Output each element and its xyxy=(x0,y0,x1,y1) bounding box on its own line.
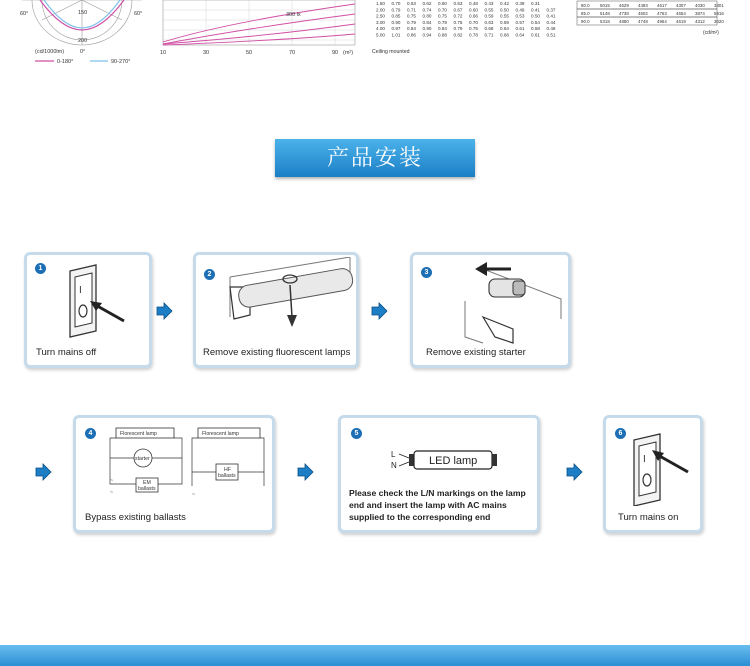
step-card-5 xyxy=(338,415,540,533)
table-cell: 0.71 xyxy=(484,32,494,38)
polar-r-200: 200 xyxy=(78,38,88,44)
table-cell: 0.80 xyxy=(422,13,432,19)
table-cell: 4880 xyxy=(619,19,629,24)
x-unit: (m²) xyxy=(343,50,354,56)
table-cell: 85.0 xyxy=(581,11,590,16)
table-cell: 0.51 xyxy=(546,32,556,38)
neutral-label: N xyxy=(391,461,397,470)
remove-lamp-illustration xyxy=(220,257,355,337)
table-cell: 0.72 xyxy=(453,13,463,19)
table-cell: 0.50 xyxy=(500,7,509,13)
table-cell: 0.75 xyxy=(469,26,478,32)
step-card-3 xyxy=(410,252,571,368)
table-cell: 5148 xyxy=(600,11,610,16)
table-cell: 0.63 xyxy=(484,19,494,25)
table-cell: 0.75 xyxy=(438,13,447,19)
table-cell: 80.0 xyxy=(581,3,590,8)
svg-text:~: ~ xyxy=(192,492,196,498)
step-number: 3 xyxy=(421,267,432,278)
table-cell: 0.49 xyxy=(515,7,525,13)
footer-bar xyxy=(0,645,750,666)
step-number: 5 xyxy=(351,428,362,439)
polar-legend-b: 90-270° xyxy=(111,59,131,65)
polar-unit: (cd/1000lm) xyxy=(35,49,65,55)
table-cell: 0.53 xyxy=(515,13,525,19)
step-caption: Turn mains off xyxy=(36,347,97,358)
table-cell: 4030 xyxy=(695,3,705,8)
utilization-table xyxy=(370,0,570,58)
table-cell: 0.74 xyxy=(422,7,432,13)
svg-text:~: ~ xyxy=(110,490,114,496)
starter-label: starter xyxy=(135,456,150,462)
table-cell: 0.84 xyxy=(407,26,416,32)
table-cell: 0.63 xyxy=(407,1,416,6)
table-cell: 0.84 xyxy=(438,26,447,32)
step-card-1 xyxy=(24,252,152,368)
step-number: 1 xyxy=(35,263,46,274)
table-cell: 0.31 xyxy=(531,1,540,6)
table-cell: 4312 xyxy=(695,19,705,24)
table-cell: 0.50 xyxy=(531,13,540,19)
step-card-2 xyxy=(193,252,359,368)
table-cell: 0.67 xyxy=(453,7,463,13)
table-cell: 0.58 xyxy=(531,26,540,32)
table-cell: 0.68 xyxy=(500,32,509,38)
step-card-6 xyxy=(603,415,703,533)
table-cell: 0.90 xyxy=(422,26,432,32)
table-cell: 0.70 xyxy=(391,1,401,6)
x-tick: 50 xyxy=(246,50,253,56)
polar-intensity-diagram xyxy=(2,0,152,68)
table-cell: 0.54 xyxy=(531,19,540,25)
table-cell: 2.00 xyxy=(376,7,385,13)
table-cell: 4748 xyxy=(638,19,648,24)
switch-off-illustration xyxy=(62,263,132,338)
table-cell: 0.64 xyxy=(515,32,525,38)
table-cell: 0.94 xyxy=(422,32,432,38)
flow-arrow-icon xyxy=(34,463,52,481)
table-cell: 5916 xyxy=(714,11,724,16)
table-cell: 0.75 xyxy=(407,13,416,19)
remove-starter-illustration xyxy=(453,259,565,344)
polar-angle-bottom: 0° xyxy=(80,49,86,55)
step-number: 6 xyxy=(615,428,626,439)
svg-text:I: I xyxy=(643,454,646,465)
flow-arrow-icon xyxy=(370,302,388,320)
x-tick: 10 xyxy=(160,50,167,56)
lamp-label-b: Florescent lamp xyxy=(202,431,239,437)
table-cell: 0.75 xyxy=(453,19,463,25)
table-cell: 0.48 xyxy=(469,1,478,6)
table-cell: 0.86 xyxy=(407,32,416,38)
table-cell: 0.97 xyxy=(391,26,401,32)
bypass-ballast-diagram xyxy=(98,426,268,506)
table-cell: 0.90 xyxy=(391,19,401,25)
table-cell: 1.01 xyxy=(391,32,401,38)
table-cell: 0.70 xyxy=(469,19,478,25)
table-unit: (cd/m²) xyxy=(703,30,719,36)
table-cell: 4554 xyxy=(676,11,686,16)
step-number: 2 xyxy=(204,269,215,280)
table-cell: 0.41 xyxy=(546,13,556,19)
table-cell: 90.0 xyxy=(581,19,590,24)
table-cell: 0.42 xyxy=(500,1,509,6)
table-cell: 0.85 xyxy=(391,13,401,19)
step-caption-line-2: end and insert the lamp with AC mains xyxy=(349,500,507,510)
table-cell: 3401 xyxy=(714,3,724,8)
x-tick: 70 xyxy=(289,50,296,56)
table-cell: 0.84 xyxy=(422,19,432,25)
step-card-4 xyxy=(73,415,275,533)
luminance-table xyxy=(575,0,725,38)
table-cell: 0.82 xyxy=(453,32,463,38)
table-cell: 0.88 xyxy=(438,32,447,38)
table-cell: 5318 xyxy=(600,19,610,24)
table-cell: 5015 xyxy=(600,3,610,8)
table-cell: 0.79 xyxy=(391,7,401,13)
table-cell: 0.43 xyxy=(484,1,494,6)
switch-on-illustration xyxy=(626,428,696,506)
table-cell: 4763 xyxy=(657,11,667,16)
live-label: L xyxy=(391,450,396,459)
section-title-banner: 产品安装 xyxy=(275,139,475,177)
polar-r-150: 150 xyxy=(78,10,88,16)
table-cell: 0.61 xyxy=(515,26,525,32)
table-cell: 4493 xyxy=(638,3,648,8)
x-tick: 90 xyxy=(332,50,339,56)
table-caption: Ceiling mounted xyxy=(372,49,410,55)
polar-legend-a: 0-180° xyxy=(57,59,74,65)
table-cell: 0.79 xyxy=(407,19,416,25)
table-cell: 0.78 xyxy=(469,32,478,38)
table-cell: 0.61 xyxy=(531,32,540,38)
table-cell: 3.00 xyxy=(376,19,385,25)
hf-label-b: ballasts xyxy=(218,473,236,479)
table-cell: 0.55 xyxy=(484,7,494,13)
area-illuminance-chart xyxy=(158,0,363,60)
polar-angle-left: 60° xyxy=(20,11,29,17)
flow-arrow-icon xyxy=(296,463,314,481)
table-cell: 0.62 xyxy=(422,1,432,6)
step-caption: Bypass existing ballasts xyxy=(85,512,186,523)
table-cell: 0.70 xyxy=(438,7,447,13)
table-cell: 0.60 xyxy=(438,1,447,6)
step-number: 4 xyxy=(85,428,96,439)
table-cell: 0.66 xyxy=(469,13,478,19)
table-cell: 0.37 xyxy=(546,7,556,13)
technical-data-strip xyxy=(0,0,750,80)
table-cell: 0.53 xyxy=(453,1,463,6)
table-cell: 4738 xyxy=(619,11,629,16)
table-cell: 0.71 xyxy=(407,7,416,13)
step-caption-line-1: Please check the L/N markings on the lamp xyxy=(349,488,526,498)
table-cell: 5.00 xyxy=(376,32,385,38)
step-caption: Turn mains on xyxy=(618,512,679,523)
step-caption: Remove existing starter xyxy=(426,347,526,358)
table-cell: 4.00 xyxy=(376,26,385,32)
chart-annotation: 300 lx xyxy=(286,12,301,18)
table-cell: 0.57 xyxy=(515,19,525,25)
x-tick: 30 xyxy=(203,50,210,56)
led-lamp-illustration xyxy=(381,446,511,476)
svg-text:I: I xyxy=(79,285,82,296)
table-cell: 4619 xyxy=(676,19,686,24)
table-cell: 0.59 xyxy=(484,13,494,19)
led-lamp-label: LED lamp xyxy=(429,455,478,467)
table-cell: 4602 xyxy=(638,11,648,16)
table-cell: 0.41 xyxy=(531,7,540,13)
em-label-b: ballasts xyxy=(138,486,156,492)
table-cell: 4964 xyxy=(657,19,667,24)
em-label-a: EM xyxy=(143,480,151,486)
flow-arrow-icon xyxy=(155,302,173,320)
table-cell: 1.50 xyxy=(376,1,385,6)
table-cell: 0.39 xyxy=(515,1,525,6)
table-cell: 0.64 xyxy=(500,26,509,32)
svg-text:~: ~ xyxy=(110,478,114,484)
hf-label-a: HF xyxy=(224,467,231,473)
table-cell: 0.59 xyxy=(500,19,509,25)
table-cell: 0.48 xyxy=(546,26,556,32)
table-cell: 0.79 xyxy=(438,19,447,25)
polar-angle-right: 60° xyxy=(134,11,143,17)
table-cell: 3874 xyxy=(695,11,705,16)
table-cell: 0.60 xyxy=(469,7,478,13)
flow-arrow-icon xyxy=(565,463,583,481)
step-caption: Remove existing fluorescent lamps xyxy=(203,347,351,358)
table-cell: 2.50 xyxy=(376,13,385,19)
step-caption-line-3: supplied to the corresponding end xyxy=(349,512,491,522)
table-cell: 0.68 xyxy=(484,26,494,32)
table-cell: 3020 xyxy=(714,19,724,24)
table-cell: 4307 xyxy=(676,3,686,8)
table-cell: 0.55 xyxy=(500,13,509,19)
table-cell: 0.44 xyxy=(546,19,556,25)
table-cell: 4617 xyxy=(657,3,667,8)
table-cell: 0.79 xyxy=(453,26,463,32)
table-cell: 4629 xyxy=(619,3,629,8)
lamp-label-a: Florescent lamp xyxy=(120,431,157,437)
